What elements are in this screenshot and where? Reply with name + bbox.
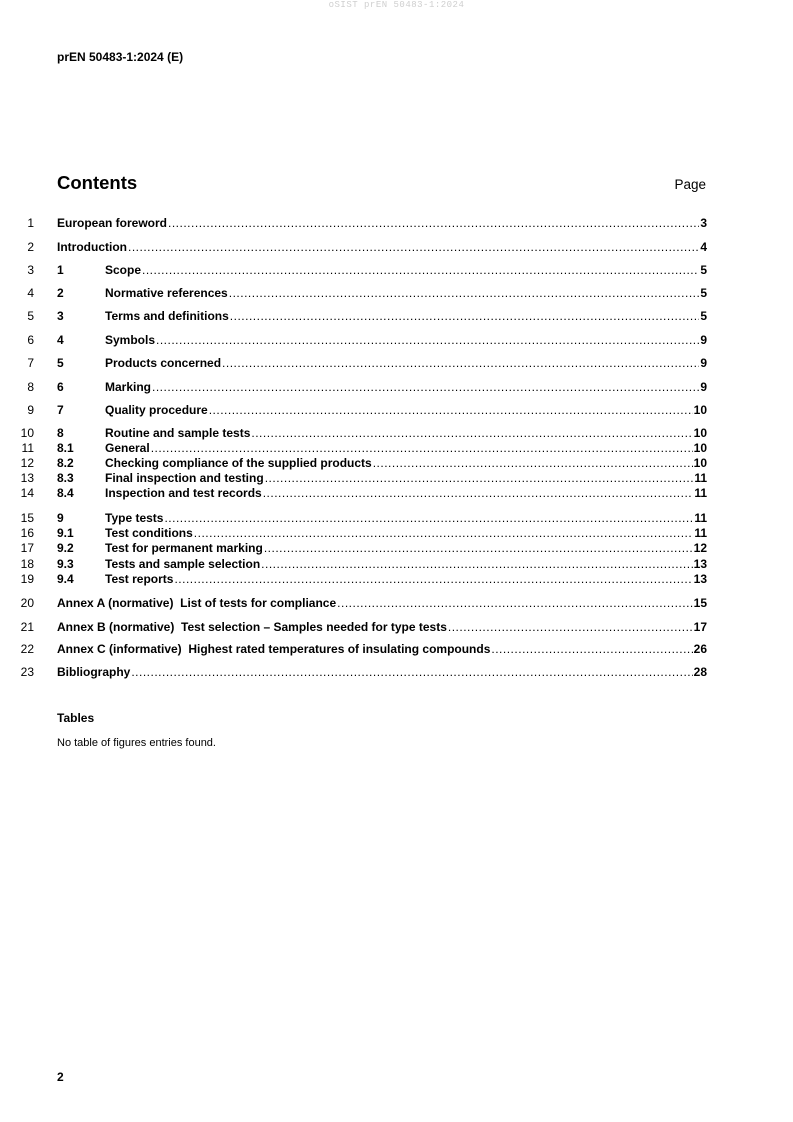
toc-number: 9.1 xyxy=(57,526,74,540)
dot-leader xyxy=(174,572,692,586)
dot-leader xyxy=(448,620,693,634)
toc-title: Test conditions xyxy=(105,526,193,540)
toc-page: 9 xyxy=(700,380,707,394)
contents-title: Contents xyxy=(57,172,138,193)
toc-title: Bibliography xyxy=(57,665,131,679)
toc-title: Quality procedure xyxy=(105,403,208,417)
toc-page: 5 xyxy=(700,309,707,323)
line-number: 3 xyxy=(27,263,34,277)
line-number: 23 xyxy=(20,665,34,679)
line-number: 19 xyxy=(20,572,34,586)
dot-leader xyxy=(491,642,692,656)
toc-title: Final inspection and testing xyxy=(105,471,264,485)
toc-title: Annex C (informative) Highest rated temperatures of insulating compounds xyxy=(57,642,491,656)
toc-page: 11 xyxy=(694,526,707,540)
toc-entry-permanent-marking[interactable] xyxy=(0,541,793,555)
toc-number: 1 xyxy=(57,263,64,277)
line-number: 2 xyxy=(27,240,34,254)
toc-entry-introduction[interactable] xyxy=(0,240,793,254)
toc-number: 4 xyxy=(57,333,64,347)
dot-leader xyxy=(156,333,699,347)
toc-title: Tests and sample selection xyxy=(105,557,261,571)
toc-entry-inspection-records[interactable] xyxy=(0,486,793,500)
toc-entry-test-reports[interactable] xyxy=(0,572,793,586)
toc-entry-annex-b[interactable] xyxy=(0,620,793,634)
toc-number: 5 xyxy=(57,356,64,370)
toc-entry-normative-references[interactable] xyxy=(0,286,793,300)
toc-title: European foreword xyxy=(57,216,168,230)
toc-title: Scope xyxy=(105,263,142,277)
toc-number: 7 xyxy=(57,403,64,417)
toc-title: Type tests xyxy=(105,511,164,525)
toc-page: 10 xyxy=(693,403,707,417)
toc-page: 5 xyxy=(700,286,707,300)
toc-entry-symbols[interactable] xyxy=(0,333,793,347)
toc-entry-tests-and-sample-selection[interactable] xyxy=(0,557,793,571)
line-number: 4 xyxy=(27,286,34,300)
toc-entry-annex-c[interactable] xyxy=(0,642,793,656)
page-column-label: Page xyxy=(674,177,706,192)
line-number: 11 xyxy=(21,441,34,455)
line-number: 13 xyxy=(20,471,34,485)
toc-entry-general[interactable] xyxy=(0,441,793,455)
line-number: 22 xyxy=(20,642,34,656)
line-number: 7 xyxy=(27,356,34,370)
dot-leader xyxy=(264,541,693,555)
toc-entry-test-conditions[interactable] xyxy=(0,526,793,540)
toc-number: 2 xyxy=(57,286,64,300)
line-number: 18 xyxy=(20,557,34,571)
toc-entry-scope[interactable] xyxy=(0,263,793,277)
tables-note: No table of figures entries found. xyxy=(57,737,216,749)
line-number: 21 xyxy=(20,620,34,634)
toc-title: Checking compliance of the supplied products xyxy=(105,456,372,470)
dot-leader xyxy=(131,665,692,679)
toc-entry-routine-and-sample-tests[interactable] xyxy=(0,426,793,440)
toc-entry-type-tests[interactable] xyxy=(0,511,793,525)
toc-title: Annex B (normative) Test selection – Samples needed for type tests xyxy=(57,620,447,634)
page-number: 2 xyxy=(57,1070,64,1084)
toc-title: Terms and definitions xyxy=(105,309,229,323)
dot-leader xyxy=(222,356,699,370)
line-number: 15 xyxy=(20,511,34,525)
toc-page: 10 xyxy=(693,456,707,470)
toc-page: 10 xyxy=(693,441,707,455)
toc-number: 6 xyxy=(57,380,64,394)
toc-entry-products-concerned[interactable] xyxy=(0,356,793,370)
tables-heading: Tables xyxy=(57,711,95,725)
dot-leader xyxy=(373,456,693,470)
toc-page: 26 xyxy=(693,642,707,656)
dot-leader xyxy=(263,486,694,500)
toc-page: 10 xyxy=(693,426,707,440)
dot-leader xyxy=(152,380,699,394)
dot-leader xyxy=(265,471,694,485)
line-number: 17 xyxy=(20,541,34,555)
toc-page: 12 xyxy=(693,541,707,555)
toc-page: 3 xyxy=(700,216,707,230)
line-number: 10 xyxy=(20,426,34,440)
toc-page: 11 xyxy=(694,471,707,485)
toc-page: 13 xyxy=(693,572,707,586)
dot-leader xyxy=(209,403,693,417)
dot-leader xyxy=(151,441,693,455)
toc-page: 17 xyxy=(693,620,707,634)
toc-page: 15 xyxy=(693,596,707,610)
toc-title: Test for permanent marking xyxy=(105,541,263,555)
line-number: 14 xyxy=(20,486,34,500)
toc-title: Routine and sample tests xyxy=(105,426,251,440)
toc-title: Marking xyxy=(105,380,152,394)
toc-title: General xyxy=(105,441,150,455)
toc-title: Symbols xyxy=(105,333,156,347)
dot-leader xyxy=(261,557,692,571)
dot-leader xyxy=(230,309,700,323)
toc-page: 11 xyxy=(694,486,707,500)
toc-title: Test reports xyxy=(105,572,174,586)
watermark: oSIST prEN 50483-1:2024 xyxy=(328,0,465,10)
line-number: 8 xyxy=(27,380,34,394)
dot-leader xyxy=(142,263,699,277)
toc-number: 8.1 xyxy=(57,441,74,455)
dot-leader xyxy=(251,426,692,440)
line-number: 6 xyxy=(27,333,34,347)
toc-number: 9.3 xyxy=(57,557,74,571)
line-number: 12 xyxy=(20,456,34,470)
toc-page: 5 xyxy=(700,263,707,277)
toc-title: Annex A (normative) List of tests for compliance xyxy=(57,596,337,610)
dot-leader xyxy=(229,286,700,300)
line-number: 9 xyxy=(27,403,34,417)
toc-page: 13 xyxy=(693,557,707,571)
toc-entry-final-inspection[interactable] xyxy=(0,471,793,485)
toc-entry-european-foreword[interactable] xyxy=(0,216,793,230)
toc-page: 9 xyxy=(700,356,707,370)
toc-title: Normative references xyxy=(105,286,228,300)
toc-number: 8.4 xyxy=(57,486,74,500)
toc-page: 4 xyxy=(700,240,707,254)
toc-page: 11 xyxy=(694,511,707,525)
toc-entry-annex-a[interactable] xyxy=(0,596,793,610)
toc-number: 8.2 xyxy=(57,456,74,470)
toc-number: 8 xyxy=(57,426,64,440)
toc-entry-quality-procedure[interactable] xyxy=(0,403,793,417)
toc-number: 9 xyxy=(57,511,64,525)
dot-leader xyxy=(168,216,699,230)
toc-title: Inspection and test records xyxy=(105,486,262,500)
toc-number: 8.3 xyxy=(57,471,74,485)
dot-leader xyxy=(194,526,694,540)
toc-number: 3 xyxy=(57,309,64,323)
toc-entry-bibliography[interactable] xyxy=(0,665,793,679)
toc-title: Products concerned xyxy=(105,356,222,370)
document-id: prEN 50483-1:2024 (E) xyxy=(57,50,184,64)
toc-entry-checking-compliance[interactable] xyxy=(0,456,793,470)
dot-leader xyxy=(164,511,693,525)
dot-leader xyxy=(128,240,699,254)
line-number: 16 xyxy=(20,526,34,540)
toc-number: 9.4 xyxy=(57,572,74,586)
dot-leader xyxy=(337,596,692,610)
toc-title: Introduction xyxy=(57,240,127,254)
line-number: 20 xyxy=(20,596,34,610)
toc-number: 9.2 xyxy=(57,541,74,555)
toc-entry-terms-and-definitions[interactable] xyxy=(0,309,793,323)
toc-page: 28 xyxy=(693,665,707,679)
line-number: 1 xyxy=(27,216,34,230)
toc-entry-marking[interactable] xyxy=(0,380,793,394)
toc-page: 9 xyxy=(700,333,707,347)
line-number: 5 xyxy=(27,309,34,323)
